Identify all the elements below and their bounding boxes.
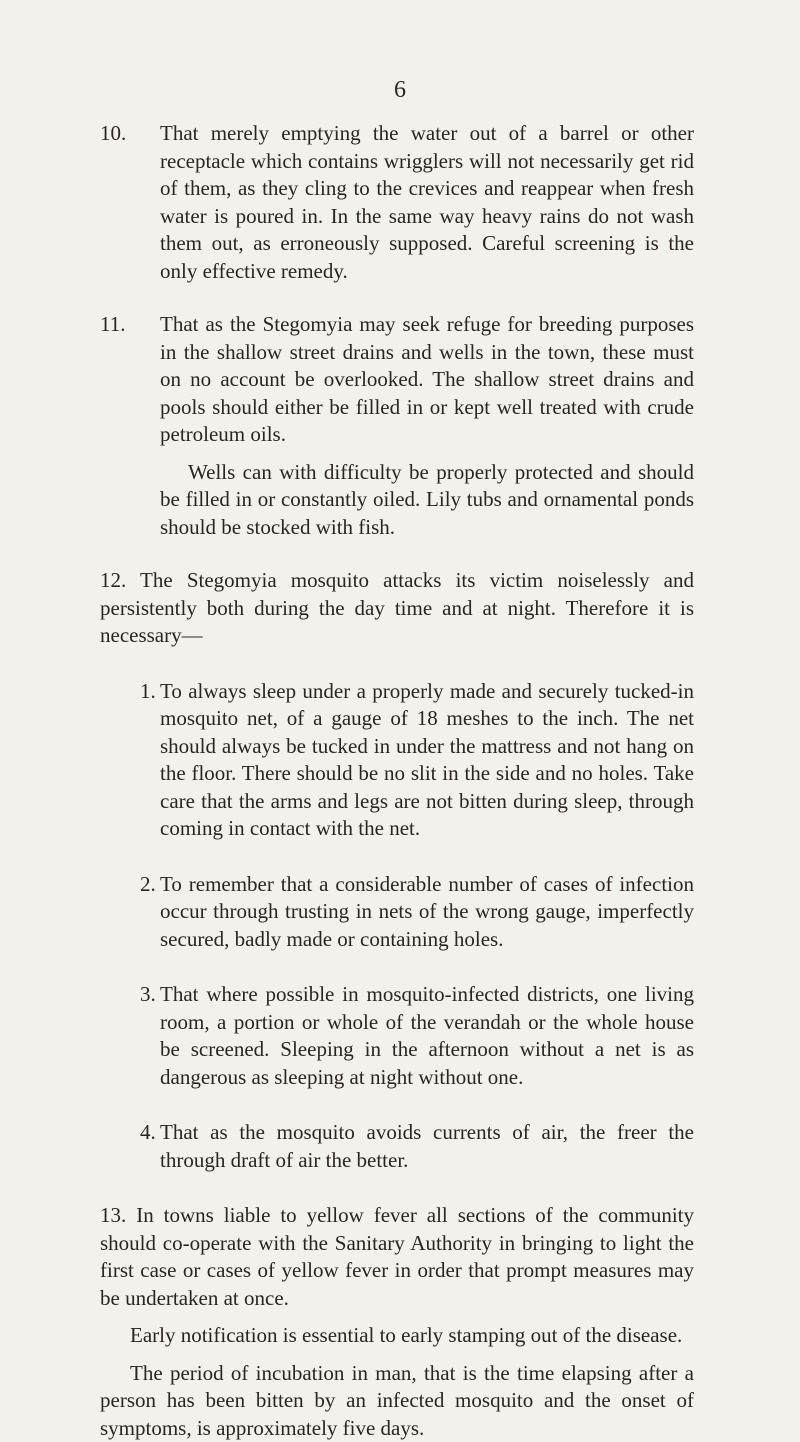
item-11	[100, 311, 694, 541]
item-13-text-3: The period of incubation in man, that is the time elapsing after a person has been bitten by an infected mosquito and the onset of symptoms, is approximately five days.	[100, 1360, 694, 1442]
item-13	[100, 1202, 694, 1442]
item-13-body: In towns liable to yellow fever all sections of the community should co-operate with the Sanitary Authority in bringing to light the first case or cases of yellow fever in order that prompt measures may be undertaken at once.	[100, 1203, 694, 1310]
item-12-number: 12.	[100, 568, 126, 592]
page-content	[100, 120, 694, 1442]
item-10-number: 10.	[100, 120, 126, 148]
item-11-text-2: Wells can with difficulty be properly protected and should be filled in or constantly oiled. Lily tubs and ornamental ponds should be stocked with fish.	[160, 459, 694, 542]
page-number: 6	[0, 78, 800, 102]
item-11-number: 11.	[100, 311, 125, 339]
subitem-2	[100, 871, 694, 954]
item-10-text: That merely emptying the water out of a barrel or other receptacle which contains wrigglers will not necessarily get rid of them, as they cling to the crevices and reappear when fresh water is poured in. In the same way heavy rains do not wash them out, as erroneously supposed. Careful screening is the only effective remedy.	[160, 120, 694, 285]
subitem-1-text: To always sleep under a properly made and securely tucked-in mosquito net, of a gauge of 18 meshes to the inch. The net should always be tucked in under the mattress and not hang on the floor. There should be no slit in the side and no holes. Take care that the arms and legs are not bitten during sleep, through coming in contact with the net.	[160, 678, 694, 843]
subitem-4-number: 4.	[140, 1119, 156, 1147]
subitem-1	[100, 678, 694, 843]
subitem-4-text: That as the mosquito avoids currents of air, the freer the through draft of air the better.	[160, 1119, 694, 1174]
subitem-1-number: 1.	[140, 678, 156, 706]
subitem-4	[100, 1119, 694, 1174]
item-10	[100, 120, 694, 285]
item-13-text-2: Early notification is essential to early stamping out of the disease.	[100, 1322, 694, 1350]
item-12-text	[100, 567, 694, 650]
item-13-text	[100, 1202, 694, 1312]
subitem-2-text: To remember that a considerable number of cases of infection occur through trusting in nets of the wrong gauge, imperfectly secured, badly made or containing holes.	[160, 871, 694, 954]
subitem-2-number: 2.	[140, 871, 156, 899]
subitem-3	[100, 981, 694, 1091]
item-12-subitems	[100, 678, 694, 1175]
item-11-text: That as the Stegomyia may seek refuge for breeding purposes in the shallow street drains and wells in the town, these must on no account be overlooked. The shallow street drains and pools should either be filled in or kept well treated with crude petroleum oils.	[160, 311, 694, 449]
subitem-3-number: 3.	[140, 981, 156, 1009]
item-12-body: The Stegomyia mosquito attacks its victim noiselessly and persistently both during the day time and at night. Therefore it is necessary—	[100, 568, 694, 647]
item-12	[100, 567, 694, 1174]
subitem-3-text: That where possible in mosquito-infected districts, one living room, a portion or whole of the verandah or the whole house be screened. Sleeping in the afternoon without a net is as dangerous as sleeping at night without one.	[160, 981, 694, 1091]
item-13-number: 13.	[100, 1203, 126, 1227]
